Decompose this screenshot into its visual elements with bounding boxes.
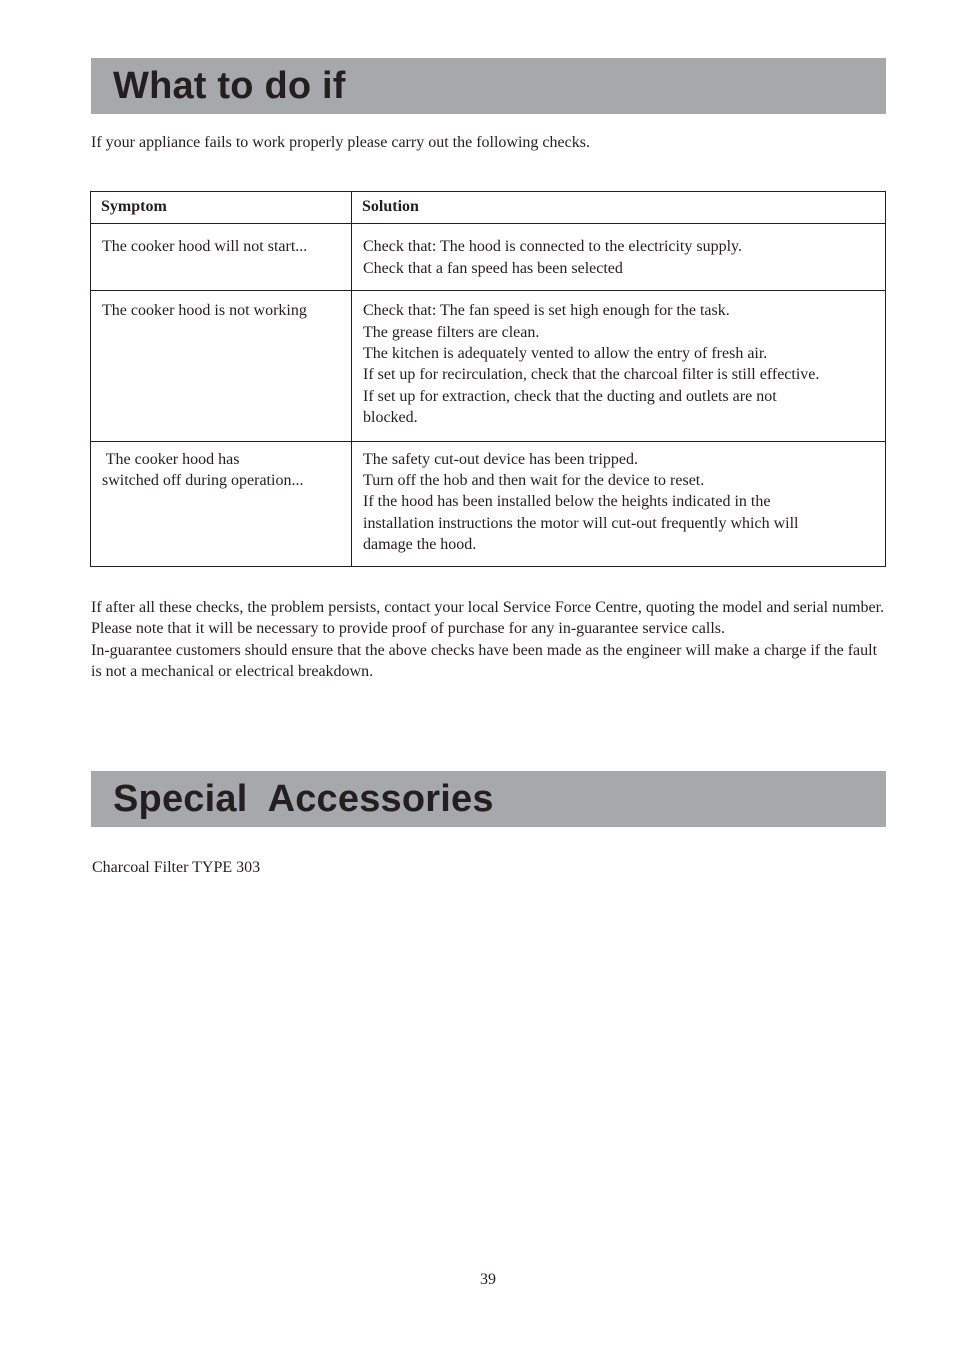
solution-line: damage the hood. bbox=[363, 536, 477, 554]
section-title: Special Accessories bbox=[113, 778, 494, 820]
solution-line: The safety cut-out device has been tripped. bbox=[363, 450, 638, 468]
intro-text: If your appliance fails to work properly please carry out the following checks. bbox=[91, 134, 590, 151]
solution-line: Check that: The hood is connected to the electricity supply. bbox=[363, 238, 743, 256]
symptom-cell bbox=[91, 224, 352, 291]
section-title: What to do if bbox=[113, 65, 346, 107]
solution-line: Turn off the hob and then wait for the device to reset. bbox=[363, 472, 705, 490]
paragraph: If after all these checks, the problem persists, contact your local Service Force Centre, quoting the model and serial number. bbox=[91, 599, 885, 616]
section-banner-what-to-do-if bbox=[91, 58, 886, 114]
solution-line: The grease filters are clean. bbox=[363, 323, 540, 341]
solution-line: If set up for extraction, check that the ducting and outlets are not bbox=[363, 387, 777, 405]
table-row bbox=[91, 291, 886, 441]
table-row bbox=[91, 224, 886, 291]
solution-cell bbox=[352, 291, 886, 441]
header-symptom: Symptom bbox=[91, 192, 352, 224]
solution-line: If the hood has been installed below the heights indicated in the bbox=[363, 493, 771, 511]
solution-line: The kitchen is adequately vented to allow the entry of fresh air. bbox=[363, 345, 768, 363]
symptom-cell bbox=[91, 441, 352, 566]
header-solution: Solution bbox=[352, 192, 886, 224]
solution-line: installation instructions the motor will cut-out frequently which will bbox=[363, 514, 799, 532]
table-row bbox=[91, 441, 886, 566]
symptom-line: switched off during operation... bbox=[102, 472, 304, 490]
solution-line: If set up for recirculation, check that the charcoal filter is still effective. bbox=[363, 366, 820, 384]
solution-cell bbox=[352, 441, 886, 566]
after-checks-text bbox=[91, 597, 886, 683]
paragraph: Please note that it will be necessary to provide proof of purchase for any in-guarantee service calls. bbox=[91, 620, 725, 638]
symptom-line: The cooker hood has bbox=[102, 450, 240, 468]
accessory-item: Charcoal Filter TYPE 303 bbox=[92, 859, 261, 876]
symptom-cell bbox=[91, 291, 352, 441]
troubleshooting-table bbox=[90, 191, 886, 567]
section-banner-special-accessories bbox=[91, 771, 886, 827]
symptom-line: The cooker hood will not start... bbox=[102, 238, 308, 256]
symptom-line: The cooker hood is not working bbox=[102, 302, 307, 320]
solution-line: Check that a fan speed has been selected bbox=[363, 259, 623, 277]
page-number: 39 bbox=[480, 1271, 496, 1288]
table-header-row bbox=[91, 192, 886, 224]
solution-line: blocked. bbox=[363, 409, 418, 427]
paragraph: In-guarantee customers should ensure that the above checks have been made as the engineer will make a charge if the fault is not a mechanical or electrical breakdown. bbox=[91, 641, 878, 681]
solution-cell bbox=[352, 224, 886, 291]
solution-line: Check that: The fan speed is set high enough for the task. bbox=[363, 302, 730, 320]
